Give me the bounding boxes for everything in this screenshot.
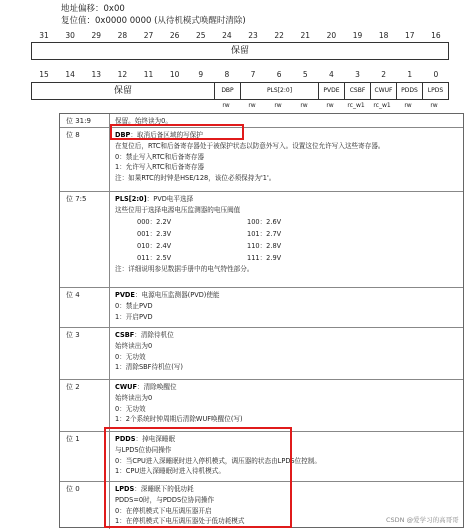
bit-number: 6 [276,70,282,79]
desc-line: 1：开启PVD [115,312,153,321]
field-cwuf: CWUF [370,83,396,99]
bit-number: 10 [169,70,180,79]
field-name: CWUF [115,383,137,391]
desc-line: 注：如果RTC的时钟是HSE/128，该位必须保持为'1'。 [115,174,276,183]
bit-label: 位 2 [66,383,80,391]
reserved-lower-field: 保留 [113,86,132,96]
bit-number: 14 [65,70,75,79]
bit-number: 18 [378,31,389,40]
access-pls2: rw [248,102,256,109]
desc-line: 注：详细说明参见数据手册中的电气特性部分。 [115,264,254,273]
desc-line: 始终读出为0 [115,393,153,402]
highlight-pdds-lpds [104,427,292,528]
access-csbf: rc_w1 [347,102,365,109]
pls-level: 110：2.8V [247,241,282,250]
access-dbp: rw [222,102,230,109]
pls-level: 100：2.6V [247,217,282,226]
field-title: ：清除待机位 [134,331,174,339]
access-lpds: rw [430,102,438,109]
field-name: PDDS [115,435,136,443]
row-bit-2 [60,379,463,431]
pls-level: 010：2.4V [137,241,172,250]
bit-label: 位 1 [66,435,80,443]
pls-level: 011：2.5V [137,253,172,262]
access-pls1: rw [274,102,282,109]
bit-label: 位 8 [66,131,80,139]
desc-line: 1：在停机模式下电压调压器处于低功耗模式 [115,517,245,526]
bit-number: 22 [274,31,284,40]
field-csbf: CSBF [344,83,370,99]
field-name: DBP [115,131,131,139]
bit-number: 25 [196,31,206,40]
bit-label: 位 3 [66,331,80,339]
desc-line: 在复位后，RTC和后备寄存器处于被保护状态以防意外写入。设置这位允许写入这些寄存器。 [115,141,385,150]
bit-number: 2 [381,70,387,79]
bit-number: 1 [407,70,413,79]
field-pdds: PDDS [396,83,422,99]
bit-number: 17 [405,31,415,40]
desc-line: 与LPDS位协同操作 [115,445,172,454]
desc-line: 1：CPU进入深睡眠时进入待机模式。 [115,467,225,476]
bit-number: 4 [329,70,334,79]
pls-level: 000：2.2V [137,217,172,226]
field-title: ：PVD电平选择 [146,195,194,203]
desc-line: 1：2个系统时钟周期后清除WUF唤醒位(写) [115,415,243,424]
highlight-dbp [110,124,244,140]
bit-number: 31 [39,31,49,40]
row-bit-3 [60,327,463,379]
field-dbp: DBP [214,83,240,99]
bit-number: 12 [117,70,128,79]
pls-level: 101：2.7V [247,229,282,238]
desc-line: 1：允许写入RTC和后备寄存器 [115,163,205,172]
bit-number: 19 [352,31,363,40]
reserved-upper-field: 保留 [230,46,249,56]
desc-line: 0：当CPU进入深睡眠时进入停机模式，调压器的状态由LPDS位控制。 [115,456,321,465]
bit-number: 0 [433,70,439,79]
bit-number: 8 [224,70,230,79]
field-name: LPDS [115,485,135,493]
access-pls0: rw [300,102,308,109]
bit-number: 11 [143,70,154,79]
desc-line: 0：无功效 [115,352,146,361]
bit-number: 30 [65,31,75,40]
field-name: CSBF [115,331,135,339]
bit-label: 位 7:5 [66,195,87,203]
desc-line: 0：禁止PVD [115,301,153,310]
field-pvde: PVDE [318,83,344,99]
bit-number: 23 [248,31,258,40]
field-title: ：深睡眠下的低功耗 [134,485,194,493]
bit-number: 28 [117,31,128,40]
desc-line: PDDS=0时，与PDDS位协同操作 [115,495,215,504]
bit-number: 5 [302,70,308,79]
bit-label: 位 4 [66,291,80,299]
field-lpds: LPDS [422,83,448,99]
bit-number: 9 [198,70,204,79]
bit-number: 29 [91,31,102,40]
desc-line: 0：在停机模式下电压调压器开启 [115,506,212,515]
bit-number: 3 [355,70,360,79]
field-name: PVDE [115,291,135,299]
bit-number: 7 [250,70,256,79]
desc-line: 这些位用于选择电源电压监测器的电压阀值 [115,205,241,214]
field-name: PLS[2:0] [115,195,147,203]
field-title: ：取消后备区域的写保护 [130,131,203,139]
address-offset: 地址偏移：0x00 [61,4,125,14]
pls-level: 111：2.9V [247,253,282,262]
bit-number: 16 [431,31,441,40]
watermark: CSDN @爱学习的高哥哥 [386,516,459,524]
desc-line: 0：禁止写入RTC和后备寄存器 [115,152,205,161]
field-title: ：电源电压监测器(PVD)使能 [134,291,220,299]
field-title: ：掉电深睡眠 [135,435,176,443]
desc-line: 始终读出为0 [115,341,153,350]
bit-number: 26 [169,31,180,40]
pls-level: 001：2.3V [137,229,172,238]
access-cwuf: rc_w1 [373,102,391,109]
field-pls: PLS[2:0] [240,83,318,99]
bit-number: 24 [222,31,232,40]
bit-number: 27 [143,31,154,40]
bit-number: 15 [39,70,49,79]
bit-number: 20 [326,31,337,40]
bit-number: 13 [91,70,102,79]
register-lower-row [31,82,449,100]
access-pvde: rw [326,102,334,109]
bit-label: 位 0 [66,485,80,493]
row-bit-4 [60,287,463,327]
row-bits-7-5 [60,191,463,287]
field-title: ：清除唤醒位 [136,383,177,391]
register-upper-row [31,42,449,60]
access-pdds: rw [404,102,412,109]
bit-number: 21 [300,31,311,40]
desc-line: 0：无功效 [115,404,146,413]
reset-value: 复位值：0x0000 0000 (从待机模式唤醒时清除) [61,16,246,26]
desc-line: 1：清除SBF待机位(写) [115,363,183,372]
bit-label: 位 31:9 [66,117,91,125]
desc-line: 保留。始终读为0。 [115,117,172,125]
